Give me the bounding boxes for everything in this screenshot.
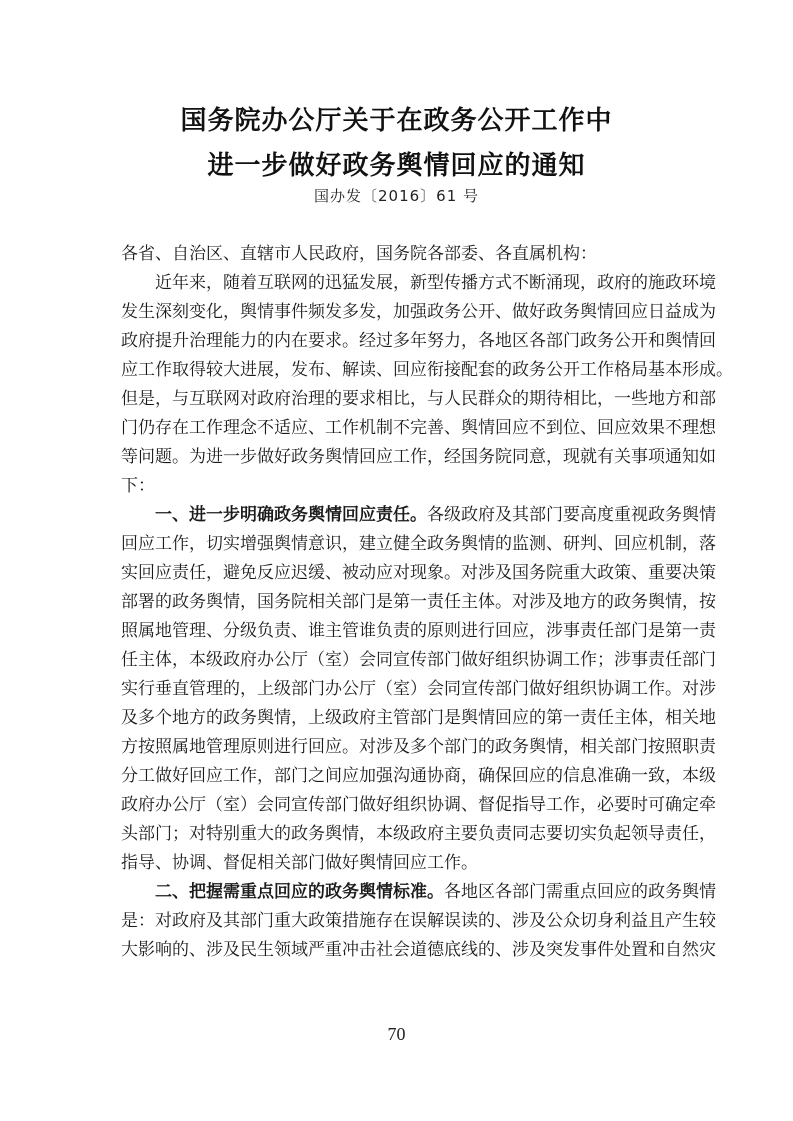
- paragraph-line: 回应工作，切实增强舆情意识，建立健全政务舆情的监测、研判、回应机制，落: [121, 534, 716, 554]
- section-2-first-text: 各地区各部门需重点回应的政务舆情: [444, 882, 716, 902]
- paragraph-line: 照属地管理、分级负责、谁主管谁负责的原则进行回应，涉事责任部门是第一责: [121, 621, 716, 641]
- document-title-line-1: 国务院办公厅关于在政务公开工作中: [180, 106, 613, 136]
- paragraph-line: 是：对政府及其部门重大政策措施存在误解误读的、涉及公众切身利益且产生较: [121, 911, 716, 931]
- page-number: 70: [387, 1024, 406, 1044]
- paragraph-line: 部署的政务舆情，国务院相关部门是第一责任主体。对涉及地方的政务舆情，按: [121, 592, 716, 612]
- paragraph-line: 下：: [121, 476, 155, 496]
- paragraph-line: 应工作取得较大进展，发布、解读、回应衔接配套的政务公开工作格局基本形成。: [121, 360, 733, 380]
- paragraph-line: 方按照属地管理原则进行回应。对涉及多个部门的政务舆情，相关部门按照职责: [121, 737, 716, 757]
- paragraph-line: 指导、协调、督促相关部门做好舆情回应工作。: [121, 853, 478, 873]
- section-2-first-line: [155, 882, 716, 903]
- paragraph-line: 门仍存在工作理念不适应、工作机制不完善、舆情回应不到位、回应效果不理想: [121, 418, 716, 438]
- paragraph-line: 政府办公厅（室）会同宣传部门做好组织协调、督促指导工作，必要时可确定牵: [121, 795, 716, 815]
- paragraph-line: 实回应责任，避免反应迟缓、被动应对现象。对涉及国务院重大政策、重要决策: [121, 563, 716, 583]
- paragraph-line: 发生深刻变化，舆情事件频发多发，加强政务公开、做好政务舆情回应日益成为: [121, 302, 716, 322]
- paragraph-line: 实行垂直管理的，上级部门办公厅（室）会同宣传部门做好组织协调工作。对涉: [121, 679, 716, 699]
- addressee: 各省、自治区、直辖市人民政府，国务院各部委、各直属机构：: [121, 244, 597, 264]
- section-1-heading: 一、进一步明确政务舆情回应责任。: [155, 505, 427, 525]
- paragraph-line: 等问题。为进一步做好政务舆情回应工作，经国务院同意，现就有关事项通知如: [121, 447, 716, 467]
- section-2-heading: 二、把握需重点回应的政务舆情标准。: [155, 882, 444, 902]
- paragraph-line: 近年来，随着互联网的迅猛发展，新型传播方式不断涌现，政府的施政环境: [155, 273, 716, 293]
- paragraph-line: 分工做好回应工作，部门之间应加强沟通协商，确保回应的信息准确一致，本级: [121, 766, 716, 786]
- paragraph-line: 大影响的、涉及民生领域严重冲击社会道德底线的、涉及突发事件处置和自然灾: [121, 940, 716, 960]
- paragraph-line: 任主体，本级政府办公厅（室）会同宣传部门做好组织协调工作；涉事责任部门: [121, 650, 716, 670]
- document-title-line-2: 进一步做好政务舆情回应的通知: [207, 151, 586, 181]
- section-1-first-text: 各级政府及其部门要高度重视政务舆情: [427, 505, 716, 525]
- paragraph-line: 但是，与互联网对政府治理的要求相比，与人民群众的期待相比，一些地方和部: [121, 389, 716, 409]
- document-number: 国办发〔2016〕61 号: [313, 187, 480, 205]
- paragraph-line: 及多个地方的政务舆情，上级政府主管部门是舆情回应的第一责任主体，相关地: [121, 708, 716, 728]
- section-1-first-line: [155, 505, 716, 526]
- paragraph-line: 头部门；对特别重大的政务舆情，本级政府主要负责同志要切实负起领导责任，: [121, 824, 716, 844]
- paragraph-line: 政府提升治理能力的内在要求。经过多年努力，各地区各部门政务公开和舆情回: [121, 331, 716, 351]
